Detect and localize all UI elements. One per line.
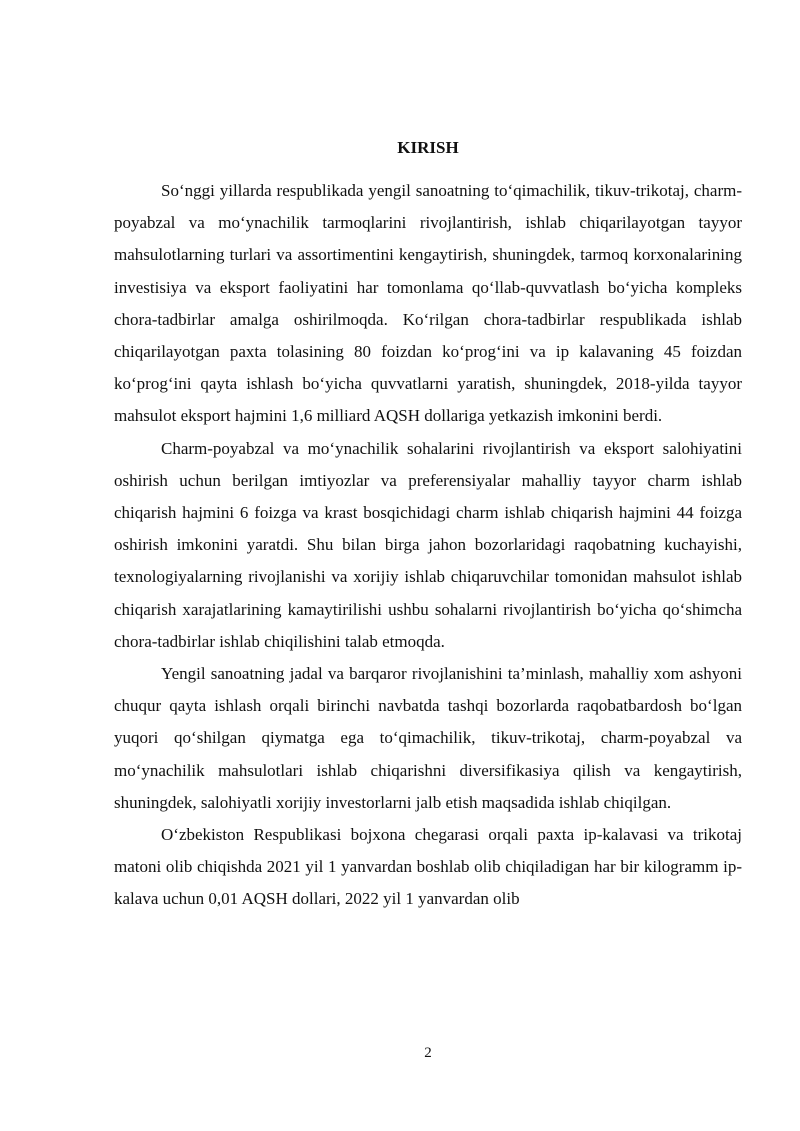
page-title: KIRISH [397, 138, 459, 157]
paragraph: O‘zbekiston Respublikasi bojxona chegarasi orqali paxta ip-kalavasi va trikotaj matoni olib chiqishda 2021 yil 1 yanvardan boshlab olib chiqiladigan har bir kilogramm ip-kalava uchun 0,01 AQSH dollari, 2022 yil 1 yanvardan olib [114, 825, 742, 909]
document-page [114, 0, 742, 1131]
paragraph: Yengil sanoatning jadal va barqaror rivojlanishini ta’minlash, mahalliy xom ashyoni chuqur qayta ishlash orqali birinchi navbatda tashqi bozorlarda raqobatbardosh bo‘lgan yuqori qo‘shilgan qiymatga ega to‘qimachilik, tikuv-trikotaj, charm-poyabzal va mo‘ynachilik mahsulotlari ishlab chiqarishni diversifikasiya qilish va kengaytirish, shuningdek, salohiyatli xorijiy investorlarni jalb etish maqsadida ishlab chiqilgan. [114, 664, 742, 812]
body-text [114, 175, 742, 916]
paragraph: Charm-poyabzal va mo‘ynachilik sohalarini rivojlantirish va eksport salohiyatini oshirish uchun berilgan imtiyozlar va preferensiyalar mahalliy tayyor charm ishlab chiqarish hajmini 6 foizga va krast bosqichidagi charm ishlab chiqarish hajmini 44 foizga oshirish imkonini yaratdi. Shu bilan birga jahon bozorlaridagi raqobatning kuchayishi, texnologiyalarning rivojlanishi va xorijiy ishlab chiqaruvchilar tomonidan mahsulot ishlab chiqarish xarajatlarining kamaytirilishi ushbu sohalarni rivojlantirish bo‘yicha qo‘shimcha chora-tadbirlar ishlab chiqilishini talab etmoqda. [114, 438, 742, 651]
paragraph: So‘nggi yillarda respublikada yengil sanoatning to‘qimachilik, tikuv-trikotaj, charm-poyabzal va mo‘ynachilik tarmoqlarini rivojlantirish, ishlab chiqarilayotgan tayyor mahsulotlarning turlari va assortimentini kengaytirish, shuningdek, tarmoq korxonalarining investisiya va eksport faoliyatini har tomonlama qo‘llab-quvvatlash bo‘yicha kompleks chora-tadbirlar amalga oshirilmoqda. Ko‘rilgan chora-tadbirlar respublikada ishlab chiqarilayotgan paxta tolasining 80 foizdan ko‘prog‘ini va ip kalavaning 45 foizdan ko‘prog‘ini qayta ishlash bo‘yicha quvvatlarni yaratish, shuningdek, 2018-yilda tayyor mahsulot eksport hajmini 1,6 milliard AQSH dollariga yetkazish imkonini berdi. [114, 181, 742, 426]
page-number: 2 [424, 1045, 432, 1061]
